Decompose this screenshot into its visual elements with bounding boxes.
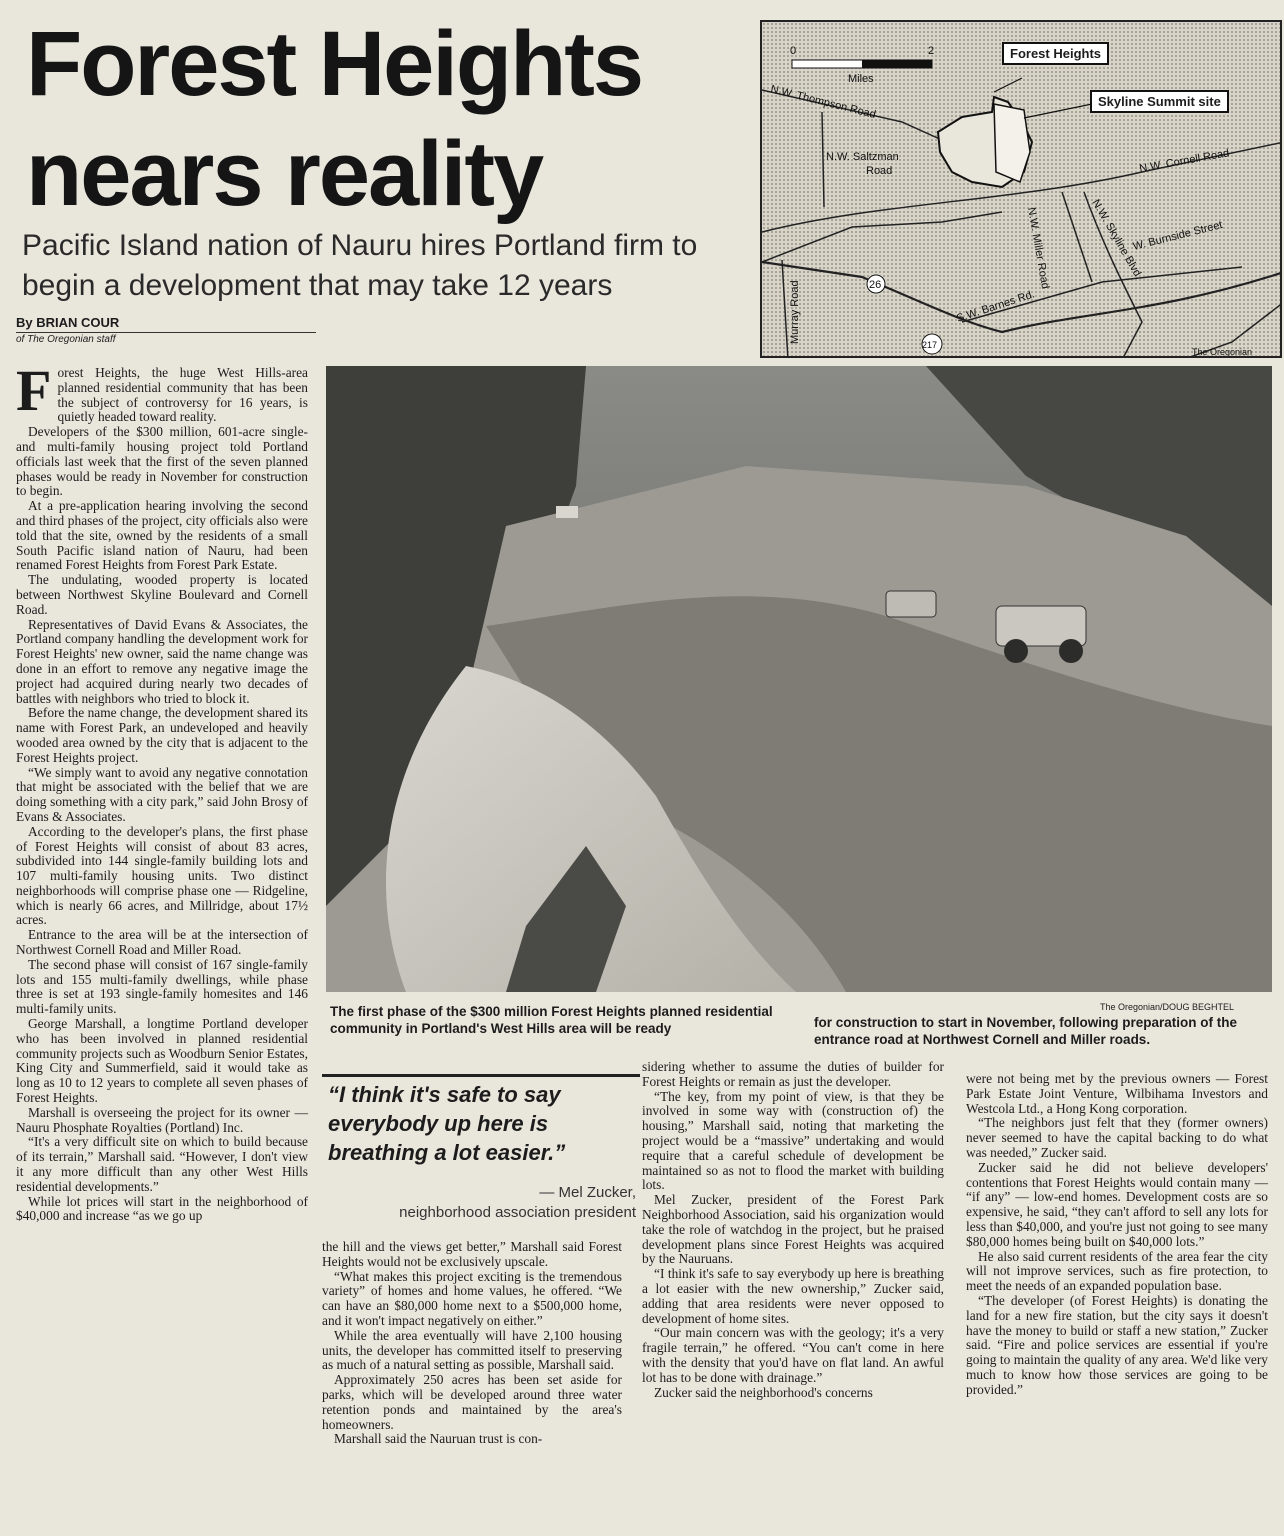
photo-caption-left: The first phase of the $300 million Forest Heights planned residential community in Portland's West Hills area will be ready [330,1004,773,1036]
col4-paragraph-4: He also said current residents of the area fear the city will not improve services, such as fire protection, to meet the needs of an expanded population base. [966,1248,1268,1294]
skyline-summit-area [994,104,1030,182]
scale-zero-label: 0 [790,45,797,57]
label-skyline-summit-site: Skyline Summit site [1090,90,1229,113]
col3-paragraph-2: “The key, from my point of view, is that they be involved in some way with (construction of) the housing,” Marshall said, noting that marketing the project would be a “massive” undertaking and would require that a careful schedule of development be maintained so as not to flood the market with building lots. [642,1088,944,1193]
label-skyline-blvd: N.W. Skyline Blvd. [1089,197,1145,282]
locator-map [760,20,1282,358]
col3-paragraph-3: Mel Zucker, president of the Forest Park Neighborhood Association, said his organization would take the role of watchdog in the project, but he praised development plans since Forest Heights was acquired by the Nauruans. [642,1192,944,1267]
label-cornell-road: N.W. Cornell Road [1138,147,1231,175]
label-forest-heights: Forest Heights [1002,42,1109,65]
col1-paragraph-8: According to the developer's plans, the first phase of Forest Heights will consist of about 83 acres, subdivided into 144 single-family building lots and 107 multi-family housing units. Two distinct neighborhoods will comprise phase one — Ridgeline, which is nearly 66 acres, and Millridge, about 17½ acres. [16,823,308,928]
col3-paragraph-4: “I think it's safe to say everybody up here is breathing a lot easier with the new ownership,” Zucker said, adding that area residents were never opposed to development of home sites. [642,1266,944,1326]
col2-paragraph-2: “What makes this project exciting is the tremendous variety” of homes and home values, he offered. “We can have an $80,000 home next to a $500,000 home, and it won't impact negatively on either.” [322,1268,622,1328]
col4-paragraph-5: “The developer (of Forest Heights) is donating the land for a new fire station, but the city says it doesn't have the money to build or staff a new station,” Zucker said. “Fire and police services are essential if you're going to maintain the quality of any area. We'd like very much to know how those services are going to be provided.” [966,1292,1268,1397]
photo-caption-right: for construction to start in November, following preparation of the entrance road at Northwest Cornell and Miller roads. [814,1015,1238,1047]
label-thompson-road: N.W. Thompson Road [769,83,877,122]
pull-quote-title: neighborhood association president [399,1204,636,1221]
scale-bar-fill [862,60,932,68]
highway-26-label: 26 [869,279,882,291]
col2-paragraph-4: Approximately 250 acres has been set aside for parks, which will be developed around three water retention ponds and maintained by the area's homeowners. [322,1372,622,1432]
col3-paragraph-6: Zucker said the neighborhood's concerns [654,1384,873,1400]
col2-paragraph-3: While the area eventually will have 2,100 housing units, the developer has committed itself to preserving as much of a natural setting as possible, Marshall said. [322,1327,622,1373]
label-burnside-street: W. Burnside Street [1131,219,1224,253]
col1-paragraph-14: While lot prices will start in the neighborhood of $40,000 and increase “as we go up [16,1193,308,1224]
deck-subheadline: Pacific Island nation of Nauru hires Portland firm to begin a development that may take 12 years [22,229,698,302]
article-column-3 [642,1060,944,1400]
road-miller [1062,192,1092,282]
col4-paragraph-3: Zucker said he did not believe developers' contentions that Forest Heights would contain many — “if any” — low-end homes. Development costs are so expensive, he said, “they can't afford to sell any lots for less than $40,000, and you're just not going to see many $80,000 homes being built on $40,000 lots.” [966,1159,1268,1249]
map-drawing [762,22,1282,358]
col3-paragraph-5: “Our main concern was with the geology; it's a very fragile terrain,” he offered. “You can't come in here with the density that you'd have on flat land. An awful lot has to be done with drainage.” [642,1325,944,1385]
pull-quote-text: “I think it's safe to say everybody up here is breathing a lot easier.” [328,1082,566,1165]
scale-unit-label: Miles [848,73,874,85]
col1-paragraph-12: Marshall is overseeing the project for its owner — Nauru Phosphate Royalties (Portland) Inc. [16,1104,308,1135]
byline-author: By BRIAN COUR [16,315,120,330]
col1-paragraph-1: orest Heights, the huge West Hills-area planned residential community that has been the subject of controversy for 16 years, is quietly headed toward reality. [57,365,308,425]
col1-paragraph-3: At a pre-application hearing involving the second and third phases of the project, city officials also were told that the site, owned by the residents of a small South Pacific island nation of Nauru, had been renamed Forest Heights from Forest Park Estate. [16,498,308,573]
photo-credit: The Oregonian/DOUG BEGHTEL [1100,1002,1235,1012]
article-column-1 [16,358,308,1224]
label-saltzman-1: N.W. Saltzman [826,151,899,163]
photo-illustration [326,366,1272,992]
pull-quote [322,1074,640,1247]
label-murray-road: Murray Road [789,280,801,344]
road-saltzman [822,112,824,207]
byline-rule [16,332,316,333]
col1-paragraph-11: George Marshall, a longtime Portland developer who has been involved in planned residential community projects such as Woodburn Senior Estates, King City and Summerfield, said it would take as long as 10 to 12 years to complete all seven phases of Forest Heights. [16,1016,308,1106]
headline-line-1: Forest Heights [26,13,643,115]
col1-paragraph-6: Before the name change, the development shared its name with Forest Park, an undeveloped and heavily wooded area owned by the city that is adjacent to the Forest Heights project. [16,705,308,765]
col2-paragraph-5: Marshall said the Nauruan trust is con- [334,1431,543,1447]
pointer-skyline-summit [1024,104,1092,118]
pull-quote-name: — Mel Zucker, [539,1184,636,1201]
col1-paragraph-7: “We simply want to avoid any negative connotation that might be associated with the belief that we are doing something with a city park,” said John Brosy of Evans & Associates. [16,764,308,824]
drop-cap: F [16,358,52,423]
pointer-forest-heights [994,78,1022,92]
col4-paragraph-2: “The neighbors just felt that they (former owners) never seemed to have the capital backing to do what was needed,” Zucker said. [966,1115,1268,1160]
construction-photo [326,366,1272,992]
highway-217-label: 217 [922,340,938,350]
col4-paragraph-1: were not being met by the previous owners — Forest Park Estate Joint Venture, Wilbihama Investors and Westcola Ltd., a Hong Kong corporation. [966,1071,1268,1116]
label-miller-road: N.W. Miller Road [1025,206,1052,290]
scale-two-label: 2 [928,45,935,57]
label-saltzman-2: Road [866,165,893,177]
article-column-4 [966,1072,1268,1398]
col1-paragraph-9: Entrance to the area will be at the intersection of Northwest Cornell Road and Miller Road. [16,927,308,958]
road-murray [782,260,788,358]
article-column-2 [322,1240,622,1447]
road-minor [762,212,1002,262]
byline-affiliation: of The Oregonian staff [16,334,116,345]
map-credit: The Oregonian [1192,347,1253,357]
pull-quote-attribution [399,1183,636,1223]
col2-paragraph-1: the hill and the views get better,” Marshall said Forest Heights would not be exclusively upscale. [322,1239,622,1269]
col1-paragraph-13: “It's a very difficult site on which to build because of its terrain,” Marshall said. “However, I don't view it any more difficult than any other West Hills residential developments.” [16,1134,308,1194]
col1-paragraph-5: Representatives of David Evans & Associates, the Portland company handling the development work for Forest Heights' new owner, said the name change was done in an effort to remove any negative image the project had acquired during nearly two decades of battles with neighbors who tried to block it. [16,616,308,706]
headline-line-2: nears reality [26,123,543,225]
label-barnes-road: S.W. Barnes Rd. [955,288,1037,325]
col3-paragraph-1: sidering whether to assume the duties of builder for Forest Heights or remain as just the developer. [642,1059,944,1089]
col1-paragraph-4: The undulating, wooded property is located between Northwest Skyline Boulevard and Cornell Road. [16,572,308,617]
col1-paragraph-2: Developers of the $300 million, 601-acre single- and multi-family housing project told Portland officials last week that the first of the seven planned phases would be ready in November for construction to begin. [16,424,308,499]
col1-paragraph-10: The second phase will consist of 167 single-family lots and 155 multi-family dwellings, while phase three is set at 193 single-family homesites and 146 multi-family units. [16,956,308,1017]
